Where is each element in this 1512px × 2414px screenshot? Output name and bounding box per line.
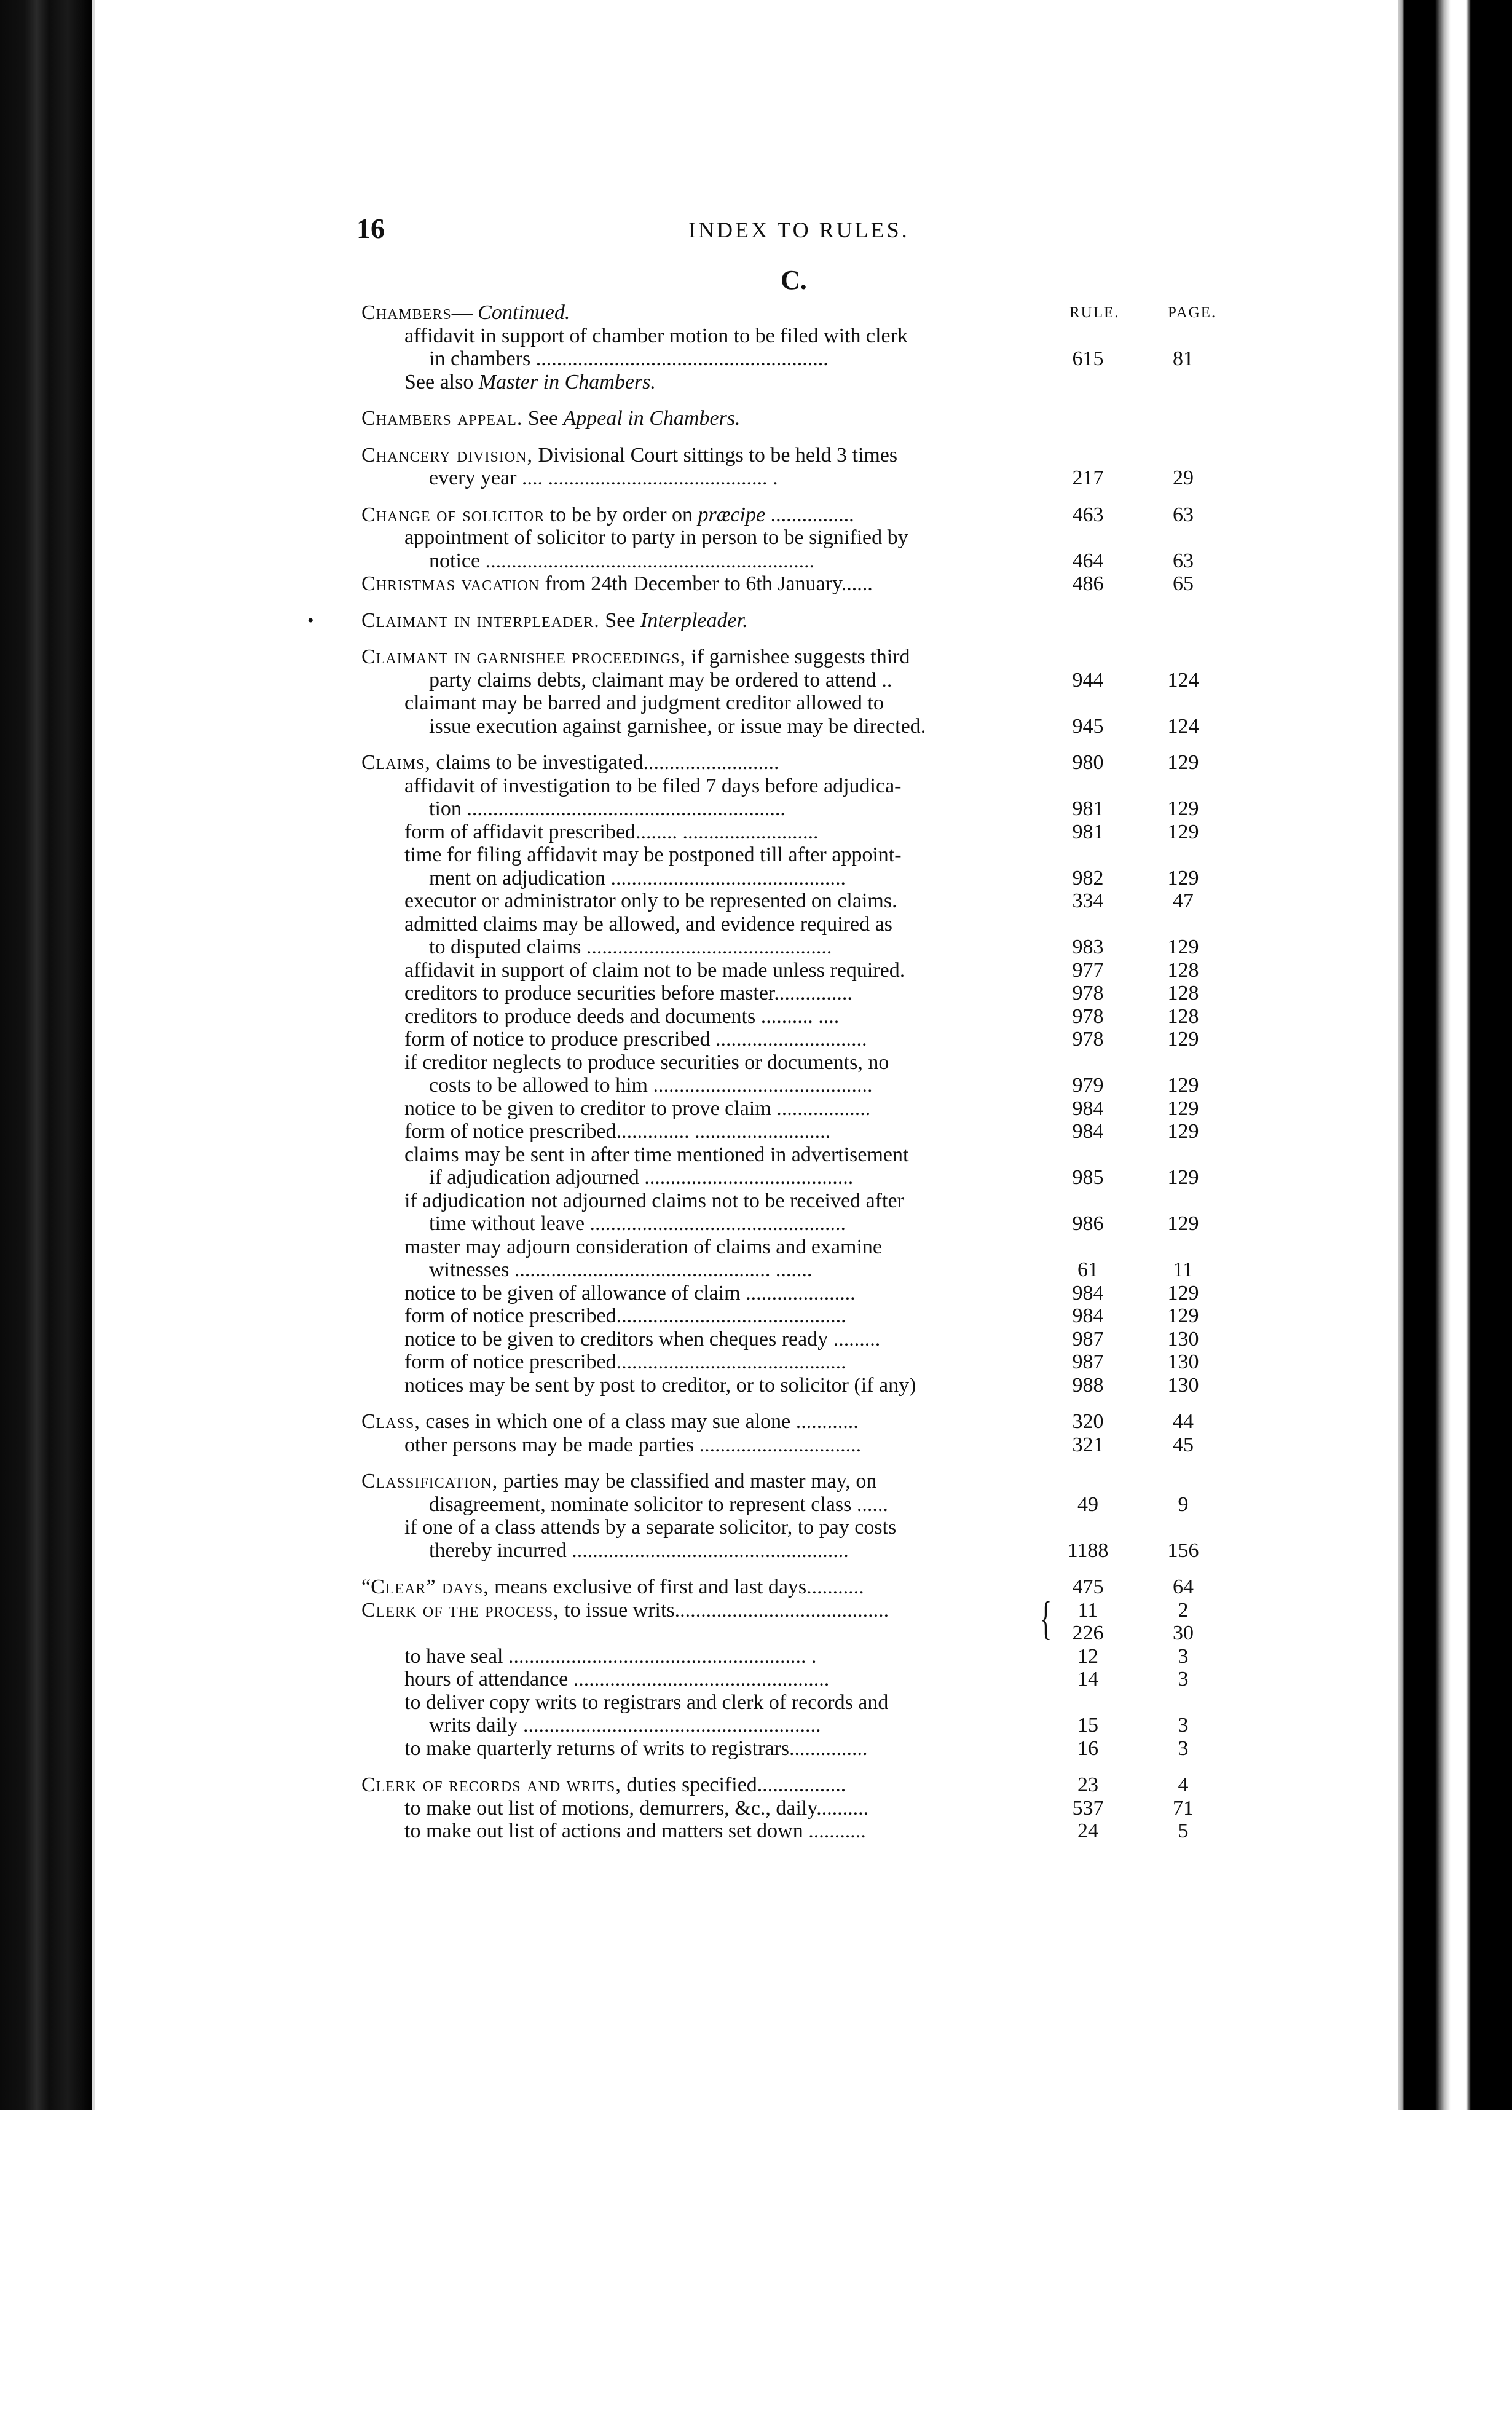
- index-line: [356, 550, 1229, 573]
- index-line: [356, 444, 1229, 467]
- entry-text-part: affidavit in support of chamber motion to be filed with clerk: [404, 324, 908, 347]
- index-line: [356, 1166, 1229, 1189]
- index-line: [356, 1622, 1229, 1645]
- entry-text: [361, 1599, 1044, 1622]
- index-line: [356, 1820, 1229, 1843]
- entry-quote: “: [361, 1576, 371, 1598]
- rule-number: 615: [1072, 347, 1104, 370]
- index-line: [356, 1212, 1229, 1236]
- entry-text: [404, 526, 1044, 550]
- scan-edge-left: [0, 0, 92, 2110]
- entry-text-part: ment on adjudication .............................................: [429, 866, 846, 889]
- index-line: [356, 1051, 1229, 1075]
- index-line: [356, 1737, 1229, 1761]
- rule-number: 23: [1077, 1773, 1098, 1796]
- entry-text: [429, 715, 1044, 738]
- index-line: [356, 1120, 1229, 1143]
- entry-text: [429, 1493, 1044, 1517]
- entry-text: [404, 775, 1044, 798]
- index-line: [356, 645, 1229, 669]
- entry-text: [404, 1351, 1044, 1374]
- entry-text-part: notice ...............................................................: [429, 549, 815, 572]
- entry-text-part: to make quarterly returns of writs to registrars...............: [404, 1737, 868, 1760]
- entry-text-part: costs to be allowed to him ..........................................: [429, 1074, 873, 1097]
- entry-text: [404, 982, 1044, 1005]
- entry-heading-tail: ” days,: [426, 1576, 489, 1598]
- index-line: [356, 1410, 1229, 1434]
- entry-text-part: in chambers ........................................................: [429, 347, 829, 370]
- index-line: [356, 1005, 1229, 1028]
- entry-leader: ................: [765, 503, 854, 526]
- entry-heading: Claims,: [361, 751, 431, 774]
- entry-text-part: executor or administrator only to be represented on claims.: [404, 889, 897, 912]
- index-entries: [307, 301, 1229, 1843]
- page-ref: 129: [1167, 1120, 1199, 1143]
- entry-text: [429, 1166, 1044, 1189]
- entry-text-part: form of affidavit prescribed........ ..........................: [404, 820, 819, 843]
- entry-text: [429, 1539, 1044, 1563]
- index-line: [356, 503, 1229, 527]
- entry-heading: Christmas vacation: [361, 572, 540, 595]
- page-ref: 129: [1167, 1304, 1199, 1327]
- running-head: [356, 212, 1229, 249]
- page-ref: 129: [1167, 797, 1199, 820]
- page-column-header: PAGE.: [1168, 304, 1217, 321]
- entry-text: [404, 1691, 1044, 1714]
- entry-text-part: claims may be sent in after time mentioned in advertisement: [404, 1143, 909, 1166]
- rule-number: 984: [1072, 1097, 1104, 1120]
- rule-number: 463: [1072, 503, 1104, 526]
- entry-text: [429, 797, 1044, 821]
- entry-text-part: claimant may be barred and judgment creditor allowed to: [404, 692, 884, 714]
- entry-text: [404, 843, 1044, 867]
- rule-number: 217: [1072, 467, 1104, 489]
- entry-text: [429, 1212, 1044, 1236]
- entry-text: [429, 467, 1044, 490]
- page-ref: 3: [1178, 1737, 1189, 1760]
- index-line: [356, 1374, 1229, 1397]
- index-line: [356, 1714, 1229, 1737]
- rule-number: 984: [1072, 1304, 1104, 1327]
- index-line: [356, 669, 1229, 692]
- entry-text-part: time without leave .................................................: [429, 1212, 846, 1235]
- page-ref: 9: [1178, 1493, 1189, 1516]
- index-line: [356, 1470, 1229, 1493]
- rule-number: 986: [1072, 1212, 1104, 1235]
- rule-number: 61: [1077, 1258, 1098, 1281]
- page-ref: 11: [1173, 1258, 1194, 1281]
- entry-text-part: hours of attendance .................................................: [404, 1668, 830, 1690]
- entry-text-part: to disputed claims ...............................................: [429, 936, 832, 958]
- entry-text: [361, 1410, 1044, 1434]
- entry-text: [361, 407, 1044, 430]
- index-line: [356, 1097, 1229, 1121]
- index-line: [356, 467, 1229, 490]
- rule-number: 320: [1072, 1410, 1104, 1433]
- page-ref: 47: [1173, 889, 1194, 912]
- page-ref: 129: [1167, 866, 1199, 889]
- page-ref: 129: [1167, 1028, 1199, 1051]
- entry-text-part: if garnishee suggests third: [686, 645, 910, 668]
- rule-number: 984: [1072, 1281, 1104, 1304]
- entry-text: [404, 1668, 1044, 1691]
- entry-text: [404, 1737, 1044, 1761]
- rule-number: 24: [1077, 1820, 1098, 1842]
- entry-text-part: notices may be sent by post to creditor, or to solicitor (if any): [404, 1373, 916, 1397]
- rule-number: 321: [1072, 1433, 1104, 1456]
- index-line: [356, 1576, 1229, 1599]
- rule-number: 334: [1072, 889, 1104, 912]
- entry-text: [361, 609, 1044, 633]
- entry-text-part: appointment of solicitor to party in person to be signified by: [404, 526, 908, 549]
- entry-text-part: other persons may be made parties ...............................: [404, 1433, 862, 1456]
- index-line: [356, 1236, 1229, 1259]
- entry-text: [429, 1074, 1044, 1097]
- entry-text: [404, 959, 1044, 982]
- page-ref: 130: [1167, 1373, 1199, 1397]
- rule-number: 978: [1072, 1004, 1104, 1028]
- rule-number: 945: [1072, 714, 1104, 738]
- page-ref: 45: [1173, 1433, 1194, 1456]
- entry-heading: Claimant in interpleader.: [361, 609, 600, 632]
- entry-heading: Change of solicitor: [361, 503, 545, 526]
- entry-text-part: affidavit in support of claim not to be made unless required.: [404, 958, 905, 982]
- entry-text: [361, 1470, 1044, 1493]
- page-ref: 129: [1167, 936, 1199, 958]
- page-ref: 3: [1178, 1714, 1189, 1737]
- index-line: [356, 692, 1229, 715]
- page-ref: 63: [1173, 549, 1194, 572]
- page-ref: 129: [1167, 1166, 1199, 1189]
- index-line: [356, 301, 1229, 325]
- index-line: [356, 982, 1229, 1005]
- page-ref: 129: [1167, 1281, 1199, 1304]
- entry-text-part: See: [522, 407, 564, 430]
- entry-text: [404, 1304, 1044, 1328]
- rule-number: 978: [1072, 1028, 1104, 1051]
- rule-number: 980: [1072, 751, 1104, 774]
- entry-text-part: creditors to produce deeds and documents .......... ....: [404, 1004, 840, 1028]
- entry-text-part: affidavit of investigation to be filed 7 days before adjudica-: [404, 774, 902, 797]
- entry-text: [404, 325, 1044, 348]
- entry-text-part: to issue writs.........................................: [559, 1598, 889, 1622]
- entry-text: [404, 1516, 1044, 1539]
- rule-number: 987: [1072, 1351, 1104, 1373]
- entry-text-part: admitted claims may be allowed, and evidence required as: [404, 912, 892, 936]
- page-ref: 44: [1173, 1410, 1194, 1433]
- rule-number: 486: [1072, 572, 1104, 595]
- entry-text: [404, 1236, 1044, 1259]
- entry-text: [404, 913, 1044, 936]
- entry-text-part: time for filing affidavit may be postponed till after appoint-: [404, 843, 902, 866]
- entry-heading: Chambers: [361, 301, 452, 324]
- page-ref: 63: [1173, 503, 1194, 526]
- index-line: [356, 407, 1229, 430]
- entry-text: [361, 751, 1044, 775]
- rule-number: 475: [1072, 1576, 1104, 1598]
- entry-text: [361, 645, 1044, 669]
- entry-text-part: to make out list of motions, demurrers, &c., daily..........: [404, 1796, 869, 1820]
- page-number: 16: [356, 213, 385, 244]
- page-ref: 64: [1173, 1576, 1194, 1598]
- entry-text: [404, 889, 1044, 913]
- page-ref: 124: [1167, 668, 1199, 692]
- page-ref: 5: [1178, 1820, 1189, 1842]
- entry-text: [429, 347, 1044, 371]
- index-line: [356, 1189, 1229, 1213]
- index-line: [356, 1797, 1229, 1820]
- entry-heading: Clerk of the process,: [361, 1598, 559, 1622]
- entry-text-part: from 24th December to 6th January......: [540, 572, 873, 595]
- page-ref: 130: [1167, 1351, 1199, 1373]
- entry-heading: Clear: [371, 1576, 427, 1598]
- entry-text-part: party claims debts, claimant may be ordered to attend ..: [429, 668, 892, 692]
- entry-text-part: witnesses ................................................. .......: [429, 1258, 813, 1281]
- brace-mark: {: [1040, 1591, 1052, 1644]
- index-line: [356, 1328, 1229, 1351]
- rule-number: 979: [1072, 1074, 1104, 1097]
- index-line: [356, 889, 1229, 913]
- rule-number: 982: [1072, 866, 1104, 889]
- entry-heading: Clerk of records and writs,: [361, 1773, 621, 1796]
- index-line: [356, 1351, 1229, 1374]
- index-line: [356, 1668, 1229, 1691]
- entry-text-part: duties specified.................: [621, 1773, 846, 1796]
- index-line: [356, 1691, 1229, 1714]
- entry-text-part: See: [599, 609, 640, 632]
- index-line: [356, 1028, 1229, 1051]
- entry-text: [404, 1434, 1044, 1457]
- entry-heading: Chancery division,: [361, 443, 534, 467]
- rule-number: 981: [1072, 820, 1104, 843]
- entry-text-part: if adjudication adjourned ........................................: [429, 1166, 854, 1189]
- entry-text-part: to be by order on: [545, 503, 698, 526]
- page-ref: 2: [1178, 1598, 1189, 1622]
- index-line: [356, 936, 1229, 959]
- index-line: [356, 1493, 1229, 1517]
- entry-italic: præcipe: [698, 503, 766, 526]
- page-ref: 129: [1167, 1074, 1199, 1097]
- entry-text-part: thereby incurred .....................................................: [429, 1539, 849, 1562]
- page-ref: 128: [1167, 982, 1199, 1004]
- rule-number: 15: [1077, 1714, 1098, 1737]
- rule-number: 14: [1077, 1668, 1098, 1690]
- rule-number: 978: [1072, 982, 1104, 1004]
- entry-text-part: —: [451, 301, 478, 324]
- entry-text-part: form of notice to produce prescribed .............................: [404, 1028, 867, 1051]
- rule-number: 984: [1072, 1120, 1104, 1143]
- entry-text-part: every year .... .......................................... .: [429, 467, 778, 489]
- index-line: [356, 797, 1229, 821]
- entry-text: [404, 1282, 1044, 1305]
- entry-text-part: form of notice prescribed............................................: [404, 1351, 846, 1373]
- entry-text-part: Divisional Court sittings to be held 3 times: [533, 443, 898, 467]
- index-line: [356, 1143, 1229, 1167]
- entry-text: [361, 1773, 1044, 1797]
- index-line: [356, 526, 1229, 550]
- entry-text-part: if one of a class attends by a separate solicitor, to pay costs: [404, 1516, 897, 1539]
- index-line: [356, 1434, 1229, 1457]
- page-ref: 29: [1173, 467, 1194, 489]
- entry-text: [361, 301, 1044, 325]
- index-line: [356, 959, 1229, 982]
- entry-italic: Master in Chambers.: [478, 370, 656, 393]
- entry-text: [361, 572, 1044, 596]
- entry-text: [429, 1714, 1044, 1737]
- index-line: [356, 572, 1229, 596]
- index-line: [356, 1258, 1229, 1282]
- rule-number: 49: [1077, 1493, 1098, 1516]
- entry-text-part: if adjudication not adjourned claims not to be received after: [404, 1189, 904, 1212]
- page-ref: 71: [1173, 1796, 1194, 1820]
- page-ref: 129: [1167, 1212, 1199, 1235]
- entry-text: [404, 371, 1044, 394]
- page-ref: 129: [1167, 1097, 1199, 1120]
- index-line: [356, 1282, 1229, 1305]
- rule-number: 985: [1072, 1166, 1104, 1189]
- entry-text-part: disagreement, nominate solicitor to represent class ......: [429, 1493, 888, 1516]
- entry-text-part: creditors to produce securities before master...............: [404, 982, 852, 1004]
- rule-number: 988: [1072, 1373, 1104, 1397]
- index-line: [356, 843, 1229, 867]
- entry-text-part: claims to be investigated..........................: [430, 751, 779, 774]
- entry-text: [404, 821, 1044, 844]
- index-line: [356, 913, 1229, 936]
- entry-italic: Continued.: [478, 301, 570, 324]
- scan-edge-left-line: [92, 0, 95, 2110]
- page-ref: 81: [1173, 347, 1194, 370]
- entry-text-part: master may adjourn consideration of claims and examine: [404, 1235, 883, 1258]
- entry-text: [404, 1143, 1044, 1167]
- entry-text: [404, 1374, 1044, 1397]
- bullet-mark: •: [307, 610, 314, 631]
- rule-column-header: RULE.: [1069, 304, 1120, 321]
- entry-text: [429, 867, 1044, 890]
- entry-text: [429, 936, 1044, 959]
- rule-number: 983: [1072, 936, 1104, 958]
- index-line: [356, 371, 1229, 394]
- entry-text: [404, 1051, 1044, 1075]
- index-line: [356, 1304, 1229, 1328]
- page-ref: 128: [1167, 1004, 1199, 1028]
- entry-text-part: to deliver copy writs to registrars and clerk of records and: [404, 1690, 889, 1714]
- entry-text: [404, 1189, 1044, 1213]
- page-ref: 124: [1167, 714, 1199, 738]
- entry-text-part: means exclusive of first and last days...........: [489, 1576, 864, 1598]
- rule-number: 12: [1077, 1644, 1098, 1668]
- page-ref: 3: [1178, 1644, 1189, 1668]
- entry-text: [404, 1120, 1044, 1143]
- entry-text-part: if creditor neglects to produce securities or documents, no: [404, 1051, 889, 1074]
- page-ref: 128: [1167, 958, 1199, 982]
- entry-text: [429, 550, 1044, 573]
- entry-text: [429, 669, 1044, 692]
- index-line: [356, 775, 1229, 798]
- index-line: [356, 1074, 1229, 1097]
- rule-number: 16: [1077, 1737, 1098, 1760]
- index-line: [356, 325, 1229, 348]
- index-line: [307, 609, 1229, 633]
- index-line: [356, 867, 1229, 890]
- entry-heading: Claimant in garnishee proceedings,: [361, 645, 686, 668]
- index-line: [356, 821, 1229, 844]
- entry-text-part: form of notice prescribed.............. ..........................: [404, 1120, 831, 1143]
- entry-heading: Chambers appeal.: [361, 407, 523, 430]
- entry-italic: Interpleader.: [640, 609, 748, 632]
- rule-number: 226: [1072, 1622, 1104, 1644]
- index-line: [356, 1539, 1229, 1563]
- section-letter: C.: [781, 265, 807, 295]
- entry-text: [404, 1645, 1044, 1668]
- index-line: [356, 715, 1229, 738]
- rule-number: 977: [1072, 958, 1104, 982]
- entry-text-part: writs daily .........................................................: [429, 1714, 821, 1737]
- entry-text: [404, 692, 1044, 715]
- page-ref: 3: [1178, 1668, 1189, 1690]
- entry-heading: Class,: [361, 1410, 420, 1433]
- entry-text: [361, 1576, 1044, 1599]
- page-ref: 130: [1167, 1327, 1199, 1351]
- page-ref: 156: [1167, 1539, 1199, 1562]
- entry-text-part: tion .............................................................: [429, 797, 786, 820]
- entry-text-part: See also: [404, 370, 479, 393]
- index-line: [356, 347, 1229, 371]
- rule-number: 944: [1072, 668, 1104, 692]
- entry-text: [404, 1797, 1044, 1820]
- page-ref: 30: [1173, 1622, 1194, 1644]
- entry-text-part: notice to be given to creditors when cheques ready .........: [404, 1327, 881, 1351]
- entry-italic: Appeal in Chambers.: [563, 407, 741, 430]
- page-ref: 129: [1167, 751, 1199, 774]
- entry-heading: Classification,: [361, 1470, 498, 1493]
- entry-text: [404, 1820, 1044, 1843]
- rule-number: 464: [1072, 549, 1104, 572]
- header-title: INDEX TO RULES.: [688, 218, 910, 242]
- index-line: [356, 1773, 1229, 1797]
- entry-text: [361, 444, 1044, 467]
- entry-text-part: cases in which one of a class may sue alone ............: [420, 1410, 859, 1433]
- entry-text-part: to have seal ......................................................... .: [404, 1644, 817, 1668]
- document-page: [307, 0, 1229, 2110]
- rule-number: 987: [1072, 1327, 1104, 1351]
- entry-text-part: notice to be given to creditor to prove claim ..................: [404, 1097, 871, 1120]
- entry-text-part: parties may be classified and master may, on: [498, 1470, 877, 1493]
- entry-text: [361, 503, 1044, 527]
- rule-number: 537: [1072, 1796, 1104, 1820]
- index-line: [356, 751, 1229, 775]
- entry-text-part: form of notice prescribed............................................: [404, 1304, 846, 1327]
- entry-text: [404, 1097, 1044, 1121]
- entry-text: [404, 1005, 1044, 1028]
- page-ref: 4: [1178, 1773, 1189, 1796]
- entry-text: [404, 1328, 1044, 1351]
- entry-text-part: notice to be given of allowance of claim .....................: [404, 1281, 856, 1304]
- rule-number: 1188: [1067, 1539, 1109, 1562]
- page-ref: 65: [1173, 572, 1194, 595]
- page-ref: 129: [1167, 820, 1199, 843]
- index-line: [356, 1645, 1229, 1668]
- index-line: [356, 1516, 1229, 1539]
- entry-text-part: issue execution against garnishee, or issue may be directed.: [429, 714, 926, 738]
- rule-number: 11: [1077, 1598, 1098, 1622]
- entry-text: [429, 1258, 1044, 1282]
- entry-text: [404, 1028, 1044, 1051]
- entry-text-part: to make out list of actions and matters set down ...........: [404, 1820, 866, 1842]
- rule-number: 981: [1072, 797, 1104, 820]
